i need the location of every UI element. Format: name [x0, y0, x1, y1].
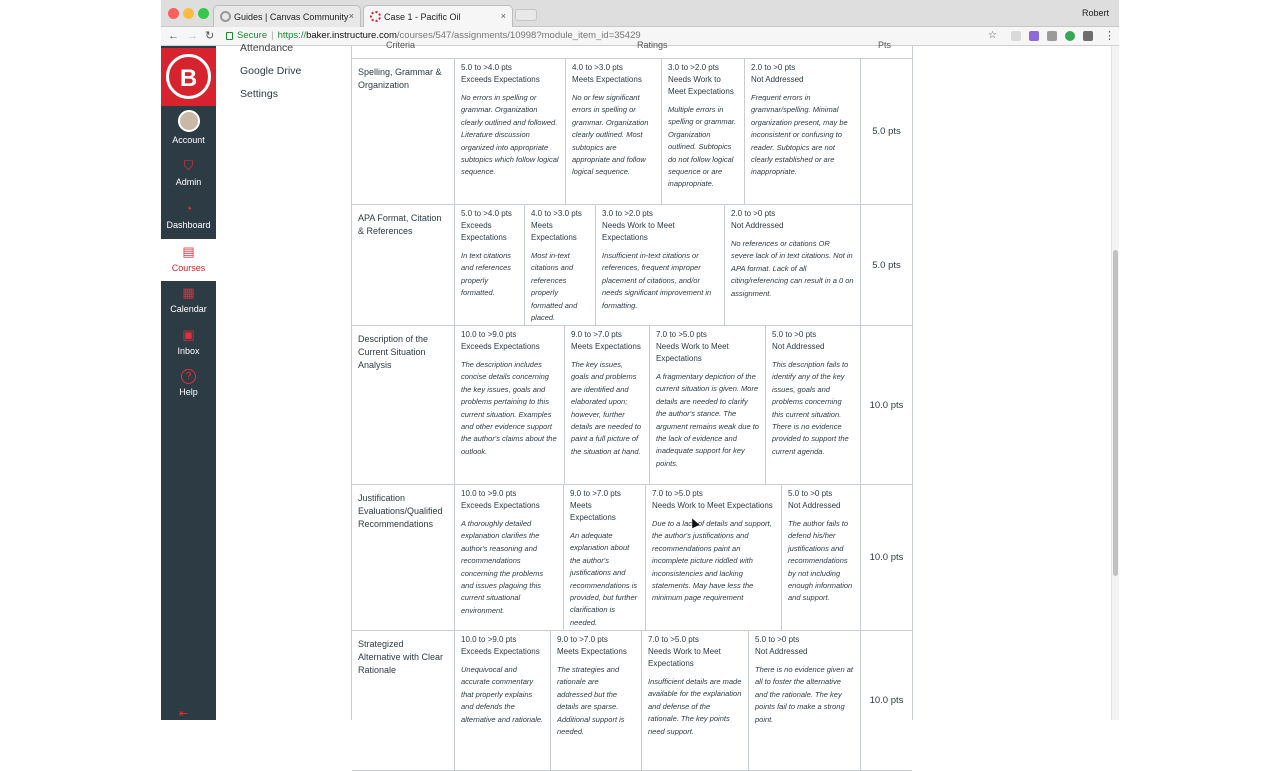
rating-description: A thoroughly detailed explanation clarifies the author's reasoning and recommendations concerning the problems and issues plaguing this current situational environment. — [461, 519, 544, 615]
rating-description: The description includes concise details concerning the key issues, goals and problems pertaining to this current situation. Examples and other evidence support the author's claims about the outlook. — [461, 360, 557, 456]
rubric-row — [352, 326, 912, 485]
rating-label: Needs Work to Meet Expectations — [652, 501, 773, 510]
ratings-cell — [455, 59, 861, 204]
nav-label: Courses — [171, 263, 206, 273]
rating-option[interactable] — [565, 326, 650, 484]
criterion-points: 5.0 pts — [872, 126, 901, 137]
institution-logo[interactable] — [161, 48, 216, 106]
close-tab-icon[interactable]: × — [348, 11, 354, 21]
nav-label: Inbox — [177, 346, 200, 356]
rating-points: 5.0 to >4.0 pts — [461, 63, 512, 72]
rating-description: No or few significant errors in spelling or grammar. Organization clearly outlined. Most subtopics are appropriate and follow logical sequence. — [572, 93, 649, 177]
nav-calendar[interactable] — [161, 285, 216, 325]
back-button[interactable]: ← — [168, 30, 179, 42]
rating-points: 2.0 to >0 pts — [751, 63, 796, 72]
rating-description: The author fails to defend his/her justifications and recommendations by not including enough information and support. — [788, 519, 853, 603]
rating-description: The key issues, goals and problems are identified and elaborated upon; however, further details are needed to paint a full picture of the situation at hand. — [571, 360, 642, 456]
rating-description: There is no evidence given at all to foster the alternative and the rationale. The key points fail to make a strong point. — [755, 665, 853, 724]
rating-label: Exceeds Expectations — [461, 221, 507, 242]
rating-label: Not Addressed — [731, 221, 784, 230]
rating-label: Meets Expectations — [570, 501, 616, 522]
rubric-header — [352, 40, 912, 59]
rating-label: Exceeds Expectations — [461, 75, 540, 84]
bookmark-star-icon[interactable]: ☆ — [988, 30, 997, 41]
rating-label: Exceeds Expectations — [461, 501, 540, 510]
rating-label: Needs Work to Meet Expectations — [648, 647, 721, 668]
rating-label: Meets Expectations — [531, 221, 577, 242]
nav-label: Admin — [175, 177, 202, 187]
rubric-row — [352, 59, 912, 205]
course-nav-attendance[interactable]: Attendance — [240, 42, 294, 54]
canvas-favicon-icon — [370, 11, 381, 22]
rating-label: Needs Work to Meet Expectations — [656, 342, 729, 363]
nav-label: Dashboard — [166, 220, 211, 230]
rating-description: The strategies and rationale are addressed but the details are sparse. Additional support is needed. — [557, 665, 625, 737]
inbox-icon: ▣ — [182, 327, 195, 342]
rating-label: Exceeds Expectations — [461, 647, 540, 656]
rating-option[interactable] — [646, 485, 782, 630]
rating-option[interactable] — [749, 631, 861, 770]
course-nav-google-drive[interactable]: Google Drive — [240, 65, 302, 77]
rating-label: Exceeds Expectations — [461, 342, 540, 351]
rating-description: Unequivocal and accurate commentary that properly explains and defends the alternative and rationale. — [461, 665, 544, 724]
rubric-table — [351, 40, 913, 737]
rating-option[interactable] — [766, 326, 861, 484]
reload-button[interactable]: ↻ — [205, 30, 215, 42]
rating-points: 4.0 to >3.0 pts — [572, 63, 623, 72]
extension-icon[interactable] — [1011, 31, 1021, 41]
criterion-description: Strategized Alternative with Clear Rationale — [352, 631, 455, 770]
nav-label: Help — [179, 387, 198, 397]
course-navigation — [240, 42, 350, 111]
calendar-icon: ▦ — [182, 285, 195, 300]
scrollbar-thumb[interactable] — [1113, 250, 1118, 576]
tab-title: Guides | Canvas Community — [234, 12, 349, 22]
rating-points: 10.0 to >9.0 pts — [461, 489, 517, 498]
rating-option[interactable] — [725, 205, 861, 325]
logo-letter: B — [179, 65, 198, 92]
rating-description: In text citations and references properly formatted. — [461, 251, 512, 298]
criteria-header: Criteria — [386, 40, 416, 50]
help-icon: ? — [181, 369, 196, 384]
rating-points: 3.0 to >2.0 pts — [668, 63, 719, 72]
new-tab-button[interactable] — [515, 9, 537, 21]
rating-points: 10.0 to >9.0 pts — [461, 330, 517, 339]
browser-menu-icon[interactable]: ⋮ — [1104, 30, 1115, 42]
browser-window — [161, 0, 1119, 737]
nav-inbox[interactable] — [161, 327, 216, 367]
close-window-button[interactable] — [168, 8, 179, 19]
rating-label: Not Addressed — [772, 342, 825, 351]
rating-label: Not Addressed — [751, 75, 804, 84]
extension-icon[interactable] — [1083, 31, 1093, 41]
forward-button[interactable]: → — [187, 30, 198, 42]
rating-description: Insufficient in-text citations or references, frequent improper placement of citations, and/or needs significant improvement in formatting. — [602, 251, 712, 310]
rating-points: 5.0 to >0 pts — [788, 489, 833, 498]
rubric-row — [352, 631, 912, 771]
criterion-points: 10.0 pts — [869, 552, 904, 563]
rating-description: An adequate explanation about the author's justifications and recommendations is provided, but further clarification is needed. — [570, 531, 638, 627]
url-path: /courses/547/assignments/10998?module_item_id=35429 — [396, 30, 641, 41]
rating-option[interactable] — [782, 485, 861, 630]
ratings-cell — [455, 326, 861, 484]
ratings-header: Ratings — [637, 40, 668, 50]
close-tab-icon[interactable]: × — [500, 11, 506, 21]
url-separator: | — [271, 30, 274, 41]
ratings-cell — [455, 205, 861, 325]
browser-tab-guides[interactable] — [213, 5, 361, 27]
rubric-row — [352, 485, 912, 631]
dashboard-icon: ◔ — [184, 201, 193, 216]
extension-icon[interactable] — [1047, 31, 1057, 41]
secure-label: Secure — [237, 30, 268, 41]
rating-label: Needs Work to Meet Expectations — [668, 75, 734, 96]
rating-points: 2.0 to >0 pts — [731, 209, 776, 218]
criterion-points: 5.0 pts — [872, 259, 901, 271]
rating-option[interactable] — [551, 631, 642, 770]
rating-label: Needs Work to Meet Expectations — [602, 221, 675, 242]
rating-points: 4.0 to >3.0 pts — [531, 209, 582, 218]
rating-points: 5.0 to >4.0 pts — [461, 209, 512, 218]
nav-dashboard[interactable] — [161, 201, 216, 241]
rating-description: Insufficient details are made available for the explanation and defense of the rationale. The key points need support. — [648, 677, 742, 736]
rating-option[interactable] — [745, 59, 861, 204]
nav-admin[interactable] — [161, 158, 216, 198]
rating-description: Multiple errors in spelling or grammar. Organization outlined. Subtopics do not follow logical sequence or are inappropriate. — [668, 105, 737, 189]
nav-label: Account — [172, 135, 205, 145]
rating-description: Due to a lack of details and support, the author's justifications and recommendations paint an incomplete picture riddled with inconsistencies and lacking statements. May have less the minimum page requirement — [652, 519, 772, 603]
rating-description: No references or citations OR severe lack of in text citations. Not in APA format. Lack of all citing/referencing can result in a 0 on assignment. — [731, 239, 854, 298]
profile-name[interactable]: Robert — [1081, 8, 1109, 18]
browser-tab-case[interactable] — [363, 5, 513, 27]
rating-description: Most in-text citations and references properly formatted and placed. — [531, 251, 578, 323]
rating-option[interactable] — [525, 205, 596, 325]
rating-option[interactable] — [455, 205, 525, 325]
shield-icon: ⛉ — [183, 158, 194, 173]
rating-option[interactable] — [455, 59, 566, 204]
rating-description: Frequent errors in grammar/spelling. Minimal organization present, may be inconsistent or confusing to reader. Subtopics are not clearly established or are inappropriate. — [751, 93, 848, 177]
tab-title: Case 1 - Pacific Oil — [384, 12, 461, 22]
rating-points: 9.0 to >7.0 pts — [570, 489, 621, 498]
rating-description: This description fails to identify any of the key issues, goals and problems concerning this current situation. There is no evidence provided to support the current agenda. — [772, 360, 849, 456]
rating-points: 10.0 to >9.0 pts — [461, 635, 517, 644]
criterion-points: 10.0 pts — [869, 399, 904, 411]
rating-points: 5.0 to >0 pts — [772, 330, 817, 339]
rubric-row — [352, 205, 912, 326]
global-navigation — [161, 46, 216, 720]
avatar — [178, 110, 200, 132]
rating-option[interactable] — [455, 485, 564, 630]
courses-icon: ▤ — [182, 244, 195, 259]
rating-label: Not Addressed — [755, 647, 808, 656]
collapse-nav-icon[interactable]: ⇤ — [179, 708, 189, 720]
course-nav-settings[interactable]: Settings — [240, 88, 278, 100]
rating-points: 9.0 to >7.0 pts — [557, 635, 608, 644]
rating-option[interactable] — [596, 205, 725, 325]
ratings-cell — [455, 631, 861, 770]
rating-option[interactable] — [455, 631, 551, 770]
canvas-community-favicon-icon — [220, 11, 231, 22]
criterion-description: Spelling, Grammar & Organization — [352, 59, 455, 204]
rating-points: 5.0 to >0 pts — [755, 635, 800, 644]
criterion-points: 10.0 pts — [869, 695, 904, 706]
rating-label: Meets Expectations — [571, 342, 641, 351]
rating-option[interactable] — [566, 59, 662, 204]
url-host: baker.instructure.com — [306, 30, 397, 41]
rating-points: 7.0 to >5.0 pts — [656, 330, 707, 339]
rating-label: Meets Expectations — [557, 647, 627, 656]
extension-icon[interactable] — [1065, 31, 1075, 41]
criterion-description: APA Format, Citation & References — [352, 205, 455, 325]
tab-bar — [161, 0, 1119, 27]
rating-option[interactable] — [642, 631, 749, 770]
rating-points: 9.0 to >7.0 pts — [571, 330, 622, 339]
maximize-window-button[interactable] — [198, 8, 209, 19]
ratings-cell — [455, 485, 861, 630]
lock-icon — [226, 32, 233, 40]
nav-label: Calendar — [170, 304, 207, 314]
nav-account[interactable] — [161, 110, 216, 150]
criterion-description: Justification Evaluations/Qualified Recommendations — [352, 485, 455, 630]
pts-header: Pts — [878, 40, 892, 50]
rating-points: 7.0 to >5.0 pts — [648, 635, 699, 644]
nav-help[interactable] — [161, 369, 216, 409]
rating-description: No errors in spelling or grammar. Organization clearly outlined and followed. Literature discussion organized into appropriate subtopics which follow logical sequence. — [461, 93, 559, 177]
rating-label: Not Addressed — [788, 501, 841, 510]
rating-points: 7.0 to >5.0 pts — [652, 489, 703, 498]
minimize-window-button[interactable] — [183, 8, 194, 19]
url-scheme: https:// — [277, 30, 307, 41]
rating-option[interactable] — [662, 59, 745, 204]
extension-icon[interactable] — [1029, 31, 1039, 41]
nav-courses[interactable] — [161, 239, 216, 281]
criterion-description: Description of the Current Situation Analysis — [352, 326, 455, 484]
rating-label: Meets Expectations — [572, 75, 642, 84]
rating-option[interactable] — [564, 485, 646, 630]
rating-points: 3.0 to >2.0 pts — [602, 209, 653, 218]
rating-option[interactable] — [650, 326, 766, 484]
rating-option[interactable] — [455, 326, 565, 484]
rating-description: A fragmentary depiction of the current situation is given. More details are needed to clarify the author's stance. The argument remains weak due to the lack of evidence and inadequate support for key points. — [656, 372, 759, 468]
